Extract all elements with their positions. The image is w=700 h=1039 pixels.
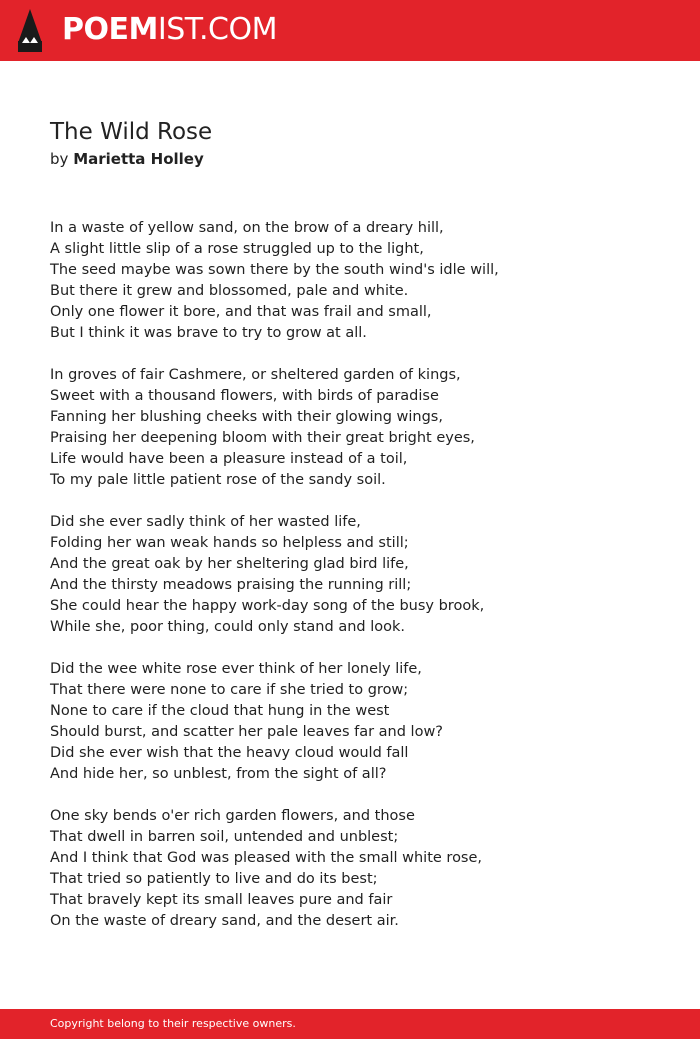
stanza xyxy=(50,659,670,785)
poem-line: The seed maybe was sown there by the south wind's idle will, xyxy=(50,262,499,278)
poem-line: Life would have been a pleasure instead of a toil, xyxy=(50,451,408,467)
poem-line: She could hear the happy work-day song of the busy brook, xyxy=(50,598,485,614)
poem-line: Sweet with a thousand flowers, with birds of paradise xyxy=(50,388,439,404)
poem-line: Did the wee white rose ever think of her lonely life, xyxy=(50,661,422,677)
poem-line: Fanning her blushing cheeks with their glowing wings, xyxy=(50,409,443,425)
poem-line: To my pale little patient rose of the sandy soil. xyxy=(50,472,386,488)
poem-line: That tried so patiently to live and do its best; xyxy=(50,871,378,887)
poem-line: But I think it was brave to try to grow at all. xyxy=(50,325,367,341)
poem-line: And I think that God was pleased with the small white rose, xyxy=(50,850,483,866)
poem-line: In groves of fair Cashmere, or sheltered garden of kings, xyxy=(50,367,461,383)
stanza xyxy=(50,512,670,638)
poem-line: But there it grew and blossomed, pale and white. xyxy=(50,283,409,299)
poem-line: Did she ever sadly think of her wasted life, xyxy=(50,514,361,530)
poem-line: Did she ever wish that the heavy cloud would fall xyxy=(50,745,409,761)
site-logo[interactable] xyxy=(62,10,277,50)
site-footer xyxy=(0,1009,700,1039)
poem-line: That there were none to care if she tried to grow; xyxy=(50,682,409,698)
stanza xyxy=(50,218,670,344)
site-header xyxy=(0,0,700,61)
copyright-text: Copyright belong to their respective owners. xyxy=(50,1017,296,1030)
poem-line: That bravely kept its small leaves pure and fair xyxy=(50,892,393,908)
poem-line: On the waste of dreary sand, and the desert air. xyxy=(50,913,399,929)
stanza xyxy=(50,806,670,932)
poem-line: Should burst, and scatter her pale leaves far and low? xyxy=(50,724,444,740)
author-name: Marietta Holley xyxy=(73,150,204,168)
poem-line: Only one flower it bore, and that was frail and small, xyxy=(50,304,432,320)
poem-line: That dwell in barren soil, untended and unblest; xyxy=(50,829,399,845)
by-label: by xyxy=(50,150,69,168)
poem-line: Praising her deepening bloom with their great bright eyes, xyxy=(50,430,475,446)
byline xyxy=(50,148,204,170)
poem-line: One sky bends o'er rich garden flowers, and those xyxy=(50,808,415,824)
poem-line: And the thirsty meadows praising the running rill; xyxy=(50,577,412,593)
poem-line: In a waste of yellow sand, on the brow of a dreary hill, xyxy=(50,220,444,236)
poem-line: None to care if the cloud that hung in the west xyxy=(50,703,390,719)
poem-body xyxy=(50,218,670,953)
poem-line: And hide her, so unblest, from the sight of all? xyxy=(50,766,387,782)
logo-bold-text: POEM xyxy=(62,12,158,47)
poem-line: Folding her wan weak hands so helpless and still; xyxy=(50,535,409,551)
poem-line: While she, poor thing, could only stand and look. xyxy=(50,619,405,635)
poem-line: And the great oak by her sheltering glad bird life, xyxy=(50,556,409,572)
poem-title: The Wild Rose xyxy=(50,119,213,145)
logo-light-text: IST.COM xyxy=(157,12,277,47)
pencil-icon[interactable] xyxy=(18,9,42,52)
stanza xyxy=(50,365,670,491)
poem-line: A slight little slip of a rose struggled up to the light, xyxy=(50,241,424,257)
